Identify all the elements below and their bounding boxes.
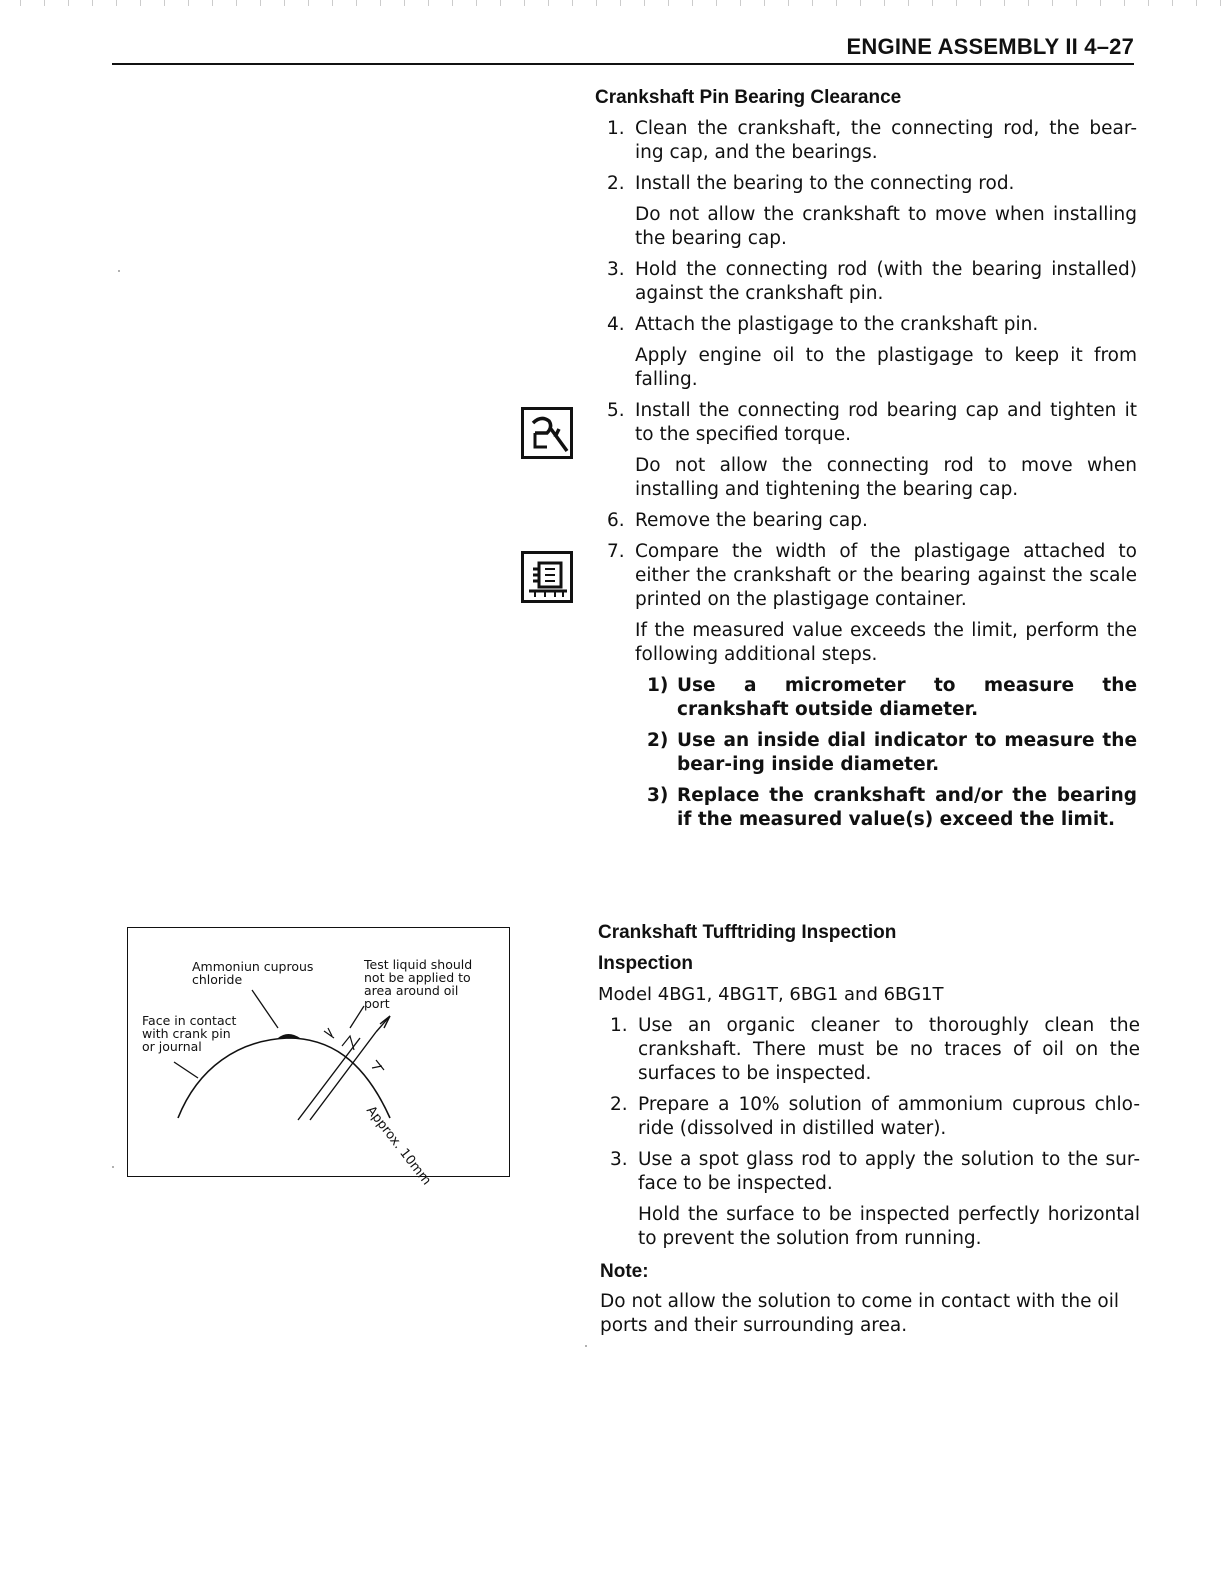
bearing-clearance-section xyxy=(595,86,1137,839)
note-label: Note: xyxy=(600,1261,649,1282)
step-text: Remove the bearing cap. xyxy=(635,510,868,531)
note-text: Do not allow the solution to come in contact with the oil ports and their surrounding area. xyxy=(600,1291,1120,1336)
substep-3 xyxy=(595,784,1137,832)
tufftriding-section xyxy=(598,921,1140,1338)
step-number: 5. xyxy=(607,400,625,421)
step-4 xyxy=(595,313,1137,337)
scan-speck xyxy=(585,1345,587,1347)
substep-number: 2) xyxy=(647,730,669,751)
step-number: 6. xyxy=(607,510,625,531)
step-note: Apply engine oil to the plastigage to keep it from falling. xyxy=(635,345,1137,390)
step-text: Install the bearing to the connecting rod. xyxy=(635,173,1015,194)
step-text: Clean the crankshaft, the connecting rod, the bear-ing cap, and the bearings. xyxy=(635,118,1137,163)
step-text: Use a spot glass rod to apply the solution to the sur-face to be inspected. xyxy=(638,1149,1140,1194)
step-number: 7. xyxy=(607,541,625,562)
step-3 xyxy=(595,258,1137,306)
step-number: 1. xyxy=(610,1015,628,1036)
step-5 xyxy=(595,399,1137,447)
step-7 xyxy=(595,540,1137,612)
label-approx-10mm: Approx. 10mm xyxy=(362,1103,434,1189)
substep-number: 1) xyxy=(647,675,669,696)
substep-1 xyxy=(595,674,1137,722)
substep-2 xyxy=(595,729,1137,777)
header-rule xyxy=(112,63,1134,65)
substep-number: 3) xyxy=(647,785,669,806)
step-number: 4. xyxy=(607,314,625,335)
step-number: 2. xyxy=(607,173,625,194)
scan-speck xyxy=(118,270,120,272)
step-text: Use an organic cleaner to thoroughly clean the crankshaft. There must be no traces of oil on the surfaces to be inspected. xyxy=(638,1015,1140,1084)
step-note: Do not allow the connecting rod to move when installing and tightening the bearing cap. xyxy=(635,455,1137,500)
section-heading: Crankshaft Pin Bearing Clearance xyxy=(595,87,902,108)
label-ammonium-chloride: Ammoniun cuprous chloride xyxy=(192,959,314,987)
page-header-title: ENGINE ASSEMBLY II 4–27 xyxy=(846,34,1134,59)
scan-edge-marks xyxy=(0,0,1224,6)
step-2 xyxy=(598,1093,1140,1141)
step-number: 3. xyxy=(607,259,625,280)
step-note: Do not allow the crankshaft to move when installing the bearing cap. xyxy=(635,204,1137,249)
torque-wrench-icon xyxy=(521,407,573,457)
label-face-contact: Face in contact with crank pin or journal xyxy=(142,1013,237,1054)
step-number: 2. xyxy=(610,1094,628,1115)
step-note: If the measured value exceeds the limit, perform the following additional steps. xyxy=(635,620,1137,665)
step-text: Hold the connecting rod (with the bearing installed) against the crankshaft pin. xyxy=(635,259,1137,304)
step-3 xyxy=(598,1148,1140,1196)
step-1 xyxy=(598,1014,1140,1086)
step-number: 3. xyxy=(610,1149,628,1170)
step-2 xyxy=(595,172,1137,196)
step-note: Hold the surface to be inspected perfectly horizontal to prevent the solution from running. xyxy=(638,1204,1140,1249)
step-text: Prepare a 10% solution of ammonium cuprous chlo-ride (dissolved in distilled water). xyxy=(638,1094,1140,1139)
step-text: Attach the plastigage to the crankshaft pin. xyxy=(635,314,1039,335)
substep-text: Use an inside dial indicator to measure the bear-ing inside diameter. xyxy=(677,730,1137,775)
measurement-icon xyxy=(521,551,573,601)
section-heading: Crankshaft Tufftriding Inspection xyxy=(598,922,897,943)
model-line: Model 4BG1, 4BG1T, 6BG1 and 6BG1T xyxy=(598,984,944,1005)
step-number: 1. xyxy=(607,118,625,139)
scan-speck xyxy=(112,1166,114,1168)
step-text: Install the connecting rod bearing cap and tighten it to the specified torque. xyxy=(635,400,1137,445)
substep-text: Use a micrometer to measure the crankshaft outside diameter. xyxy=(677,675,1137,720)
tufftriding-figure xyxy=(127,927,510,1189)
step-text: Compare the width of the plastigage attached to either the crankshaft or the bearing against the scale printed on the plastigage container. xyxy=(635,541,1137,610)
step-6 xyxy=(595,509,1137,533)
label-test-liquid: Test liquid should not be applied to area around oil port xyxy=(364,957,473,1011)
substep-text: Replace the crankshaft and/or the bearing if the measured value(s) exceed the limit. xyxy=(677,785,1137,830)
step-1 xyxy=(595,117,1137,165)
section-subheading: Inspection xyxy=(598,953,694,974)
